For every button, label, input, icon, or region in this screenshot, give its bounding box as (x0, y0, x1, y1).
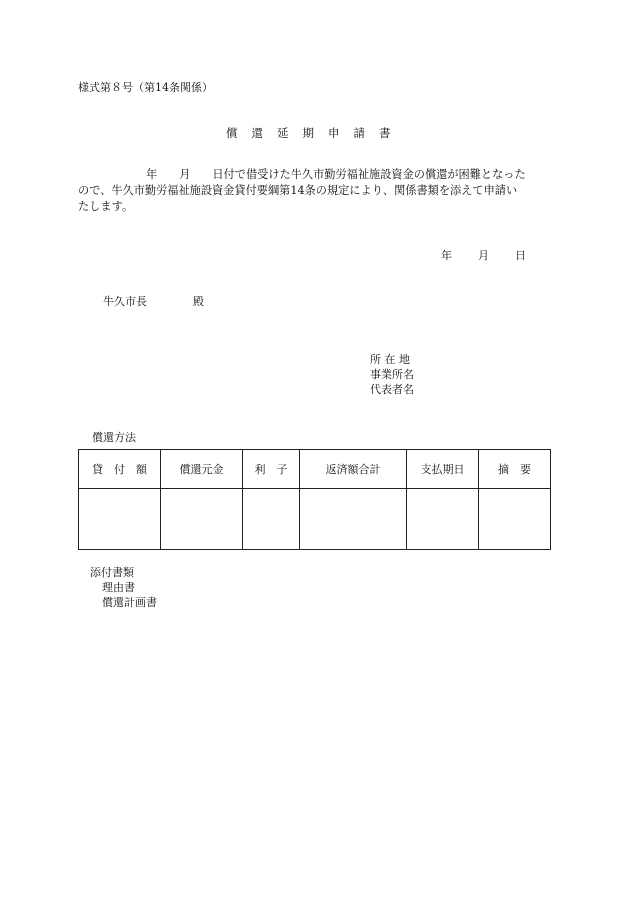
date-year: 年 (441, 249, 452, 262)
application-date (441, 247, 526, 263)
cell-loan-amount[interactable] (79, 489, 161, 550)
repayment-table (78, 449, 551, 550)
application-body (78, 167, 556, 215)
addressee (103, 293, 204, 309)
attachments-block (90, 565, 157, 610)
cell-repayment-total[interactable] (300, 489, 407, 550)
header-loan-amount: 貸 付 額 (79, 450, 161, 489)
body-line-3: たします。 (78, 200, 134, 213)
body-year: 年 (146, 168, 158, 181)
document-title: 償還延期申請書 (226, 126, 405, 140)
cell-due-date[interactable] (407, 489, 479, 550)
attachments-heading: 添付書類 (90, 566, 134, 579)
date-day: 日 (515, 249, 526, 262)
cell-principal[interactable] (161, 489, 243, 550)
applicant-address-label: 所 在 地 (370, 353, 410, 366)
attachment-item: 償還計画書 (102, 596, 157, 609)
applicant-block (370, 352, 414, 397)
table-row (79, 489, 551, 550)
applicant-representative-label: 代表者名 (370, 383, 414, 396)
cell-interest[interactable] (243, 489, 300, 550)
attachment-item: 理由書 (102, 581, 135, 594)
header-repayment-total: 返済額合計 (300, 450, 407, 489)
body-line-1-rest: 日付で借受けた牛久市勤労福祉施設資金の償還が困難となった (212, 168, 526, 181)
repayment-method-label: 償還方法 (92, 431, 136, 444)
body-month: 月 (179, 168, 191, 181)
form-number-label: 様式第８号（第14条関係） (78, 81, 213, 94)
body-line-2: ので、牛久市勤労福祉施設資金貸付要綱第14条の規定により、関係書類を添えて申請い (78, 184, 518, 197)
header-principal: 償還元金 (161, 450, 243, 489)
cell-remarks[interactable] (479, 489, 551, 550)
applicant-business-label: 事業所名 (370, 368, 414, 381)
body-line-1 (78, 167, 556, 183)
date-month: 月 (478, 249, 489, 262)
header-remarks: 摘 要 (479, 450, 551, 489)
table-header-row (79, 450, 551, 489)
addressee-honorific: 殿 (193, 295, 204, 308)
addressee-name: 牛久市長 (103, 295, 147, 308)
header-due-date: 支払期日 (407, 450, 479, 489)
header-interest: 利 子 (243, 450, 300, 489)
